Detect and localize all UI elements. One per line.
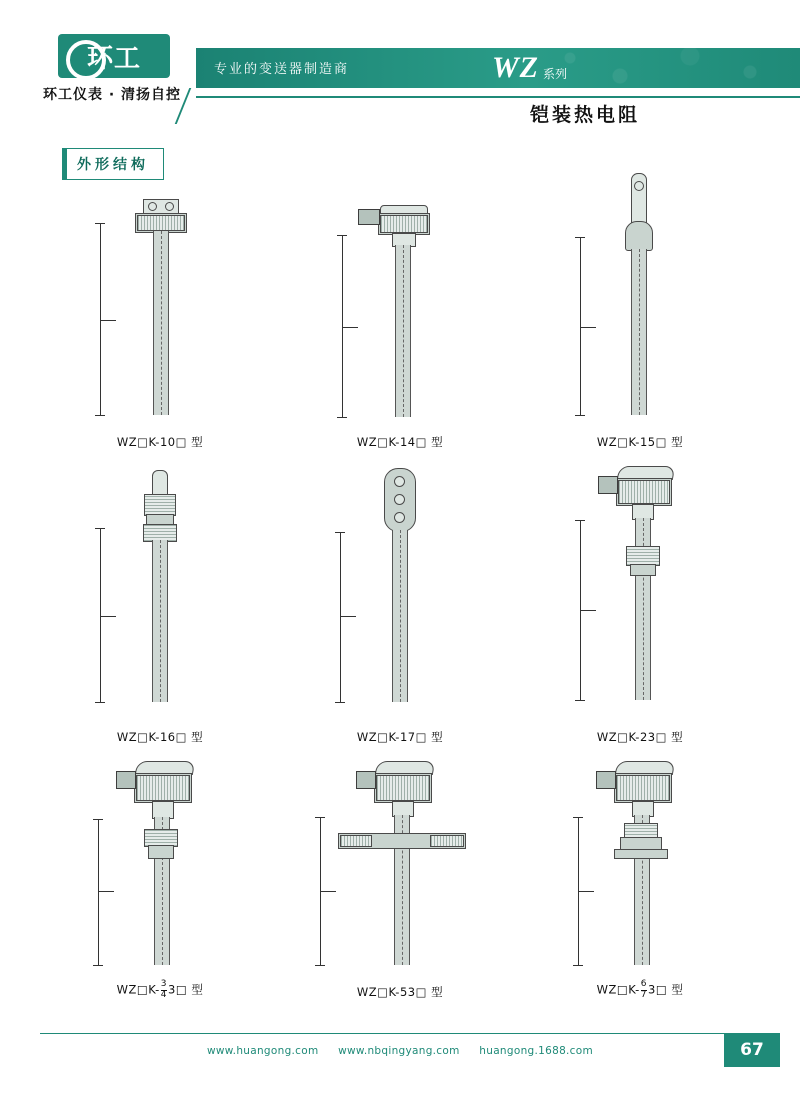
dimension-line — [98, 819, 99, 965]
figure-caption-wzk-23: WZ□K-23□ 型 — [596, 730, 684, 744]
dimension-tick-bottom — [95, 702, 105, 703]
figure-cell-wzk-17 — [280, 450, 520, 745]
figure-caption-wzk-53: WZ□K-53□ 型 — [356, 985, 444, 999]
logo-mark: 环工 — [58, 34, 170, 78]
company-logo — [42, 34, 182, 112]
dimension-tick-top — [95, 223, 105, 224]
fitting-thread — [630, 564, 656, 576]
caption-prefix: WZ□K- — [116, 982, 160, 997]
drawing-wzk-67 — [520, 745, 760, 1000]
probe-stem — [392, 530, 408, 702]
dimension-tick-bottom — [95, 415, 105, 416]
dimension-label-mark — [100, 616, 116, 617]
cable-entry — [596, 771, 616, 789]
footer-link-3[interactable]: huangong.1688.com — [479, 1045, 594, 1057]
terminal-screw-right — [165, 202, 174, 211]
figure-cell-wzk-67 — [520, 745, 760, 1000]
footer-rule — [40, 1033, 760, 1034]
caption-prefix: WZ□K- — [596, 982, 640, 997]
dimension-label-mark — [340, 616, 356, 617]
probe-centerline — [160, 540, 161, 702]
dimension-line — [100, 223, 101, 415]
cable-entry — [598, 476, 618, 494]
head-hatch — [380, 215, 428, 233]
footer-links — [0, 1045, 800, 1057]
thread-section — [148, 845, 174, 859]
dimension-tick-top — [335, 532, 345, 533]
probe-centerline — [403, 245, 404, 417]
drawing-wzk-16 — [40, 450, 280, 745]
figure-caption-wzk-67 — [520, 980, 760, 1000]
dimension-line — [580, 237, 581, 415]
dimension-tick-bottom — [575, 700, 585, 701]
drawing-wzk-34 — [40, 745, 280, 1000]
dimension-label-mark — [578, 891, 594, 892]
flange-hatch — [137, 215, 185, 231]
figure-caption-wzk-10: WZ□K-10□ 型 — [116, 435, 204, 449]
dimension-tick-top — [93, 819, 103, 820]
head-hatch — [616, 775, 670, 801]
page-number: 67 — [724, 1033, 780, 1067]
dimension-label-mark — [320, 891, 336, 892]
dimension-label-mark — [580, 327, 596, 328]
drawing-wzk-10 — [40, 175, 280, 450]
figure-caption-wzk-17: WZ□K-17□ 型 — [356, 730, 444, 744]
cable-tail — [152, 470, 168, 496]
caption-numerator: 6 — [640, 979, 647, 990]
dimension-label-mark — [100, 320, 116, 321]
probe-stem — [152, 540, 168, 702]
union-nut-upper — [144, 494, 176, 516]
dimension-label-mark — [342, 327, 358, 328]
footer-link-2[interactable]: www.nbqingyang.com — [338, 1045, 460, 1057]
dimension-tick-top — [575, 237, 585, 238]
caption-suffix: 3□ 型 — [648, 982, 684, 997]
probe-stem — [631, 249, 647, 415]
series-title-main: WZ — [492, 51, 539, 84]
caption-denominator: 7 — [640, 989, 647, 1000]
drawing-wzk-17 — [280, 450, 520, 745]
dimension-tick-bottom — [575, 415, 585, 416]
drawing-wzk-15 — [520, 175, 760, 450]
drawing-wzk-14 — [280, 175, 520, 450]
figure-cell-wzk-10 — [40, 175, 280, 450]
page-subtitle: 铠装热电阻 — [530, 104, 641, 126]
figure-cell-wzk-15 — [520, 175, 760, 450]
probe-stem — [153, 231, 169, 415]
drawing-wzk-23 — [520, 450, 760, 745]
probe-stem — [395, 245, 411, 417]
caption-suffix: 3□ 型 — [168, 982, 204, 997]
caption-fraction — [161, 980, 167, 1000]
dimension-label-mark — [580, 610, 596, 611]
dimension-tick-top — [315, 817, 325, 818]
figure-cell-wzk-34 — [40, 745, 280, 1000]
terminal-screw-left — [148, 202, 157, 211]
figure-cell-wzk-16 — [40, 450, 280, 745]
terminal-hole-2 — [394, 494, 405, 505]
drawing-wzk-53 — [280, 745, 520, 1000]
cable-entry — [116, 771, 136, 789]
series-title-sub: 系列 — [543, 67, 568, 81]
dimension-line — [342, 235, 343, 417]
dimension-line — [340, 532, 341, 702]
probe-centerline — [400, 530, 401, 702]
transition-cone — [625, 221, 653, 251]
cross-flange-hatch-right — [430, 835, 464, 847]
header-rule — [196, 96, 800, 98]
series-title — [492, 48, 672, 88]
figure-grid — [40, 175, 760, 1000]
head-hatch — [136, 775, 190, 801]
tail-hole — [634, 181, 644, 191]
head-hatch — [618, 480, 670, 504]
dimension-tick-top — [95, 528, 105, 529]
figure-cell-wzk-53 — [280, 745, 520, 1000]
page-footer — [0, 1033, 800, 1093]
dimension-tick-bottom — [335, 702, 345, 703]
dimension-tick-bottom — [337, 417, 347, 418]
section-title: 外形结构 — [62, 148, 164, 180]
probe-centerline — [161, 231, 162, 415]
figure-caption-wzk-14: WZ□K-14□ 型 — [356, 435, 444, 449]
figure-caption-wzk-15: WZ□K-15□ 型 — [596, 435, 684, 449]
figure-caption-wzk-34 — [40, 980, 280, 1000]
dimension-tick-top — [575, 520, 585, 521]
cross-flange-hatch-left — [340, 835, 372, 847]
cable-entry — [356, 771, 376, 789]
logo-company-name: 环工仪表 · 清扬自控 — [42, 87, 182, 103]
figure-cell-wzk-14 — [280, 175, 520, 450]
dimension-tick-bottom — [573, 965, 583, 966]
dimension-tick-top — [337, 235, 347, 236]
cable-entry — [358, 209, 380, 225]
caption-numerator: 3 — [160, 979, 167, 990]
head-hatch — [376, 775, 430, 801]
probe-centerline — [639, 249, 640, 415]
terminal-hole-1 — [394, 476, 405, 487]
terminal-hole-3 — [394, 512, 405, 523]
dimension-label-mark — [98, 891, 114, 892]
page-header — [0, 0, 800, 135]
process-fitting — [626, 546, 660, 566]
footer-link-1[interactable]: www.huangong.com — [206, 1045, 319, 1057]
header-slogan: 专业的变送器制造商 — [214, 61, 350, 76]
caption-fraction — [641, 980, 647, 1000]
flange-disc — [614, 849, 668, 859]
dimension-tick-bottom — [315, 965, 325, 966]
dimension-line — [100, 528, 101, 702]
dimension-tick-top — [573, 817, 583, 818]
figure-caption-wzk-16: WZ□K-16□ 型 — [116, 730, 204, 744]
figure-cell-wzk-23 — [520, 450, 760, 745]
caption-denominator: 4 — [160, 989, 167, 1000]
dimension-tick-bottom — [93, 965, 103, 966]
